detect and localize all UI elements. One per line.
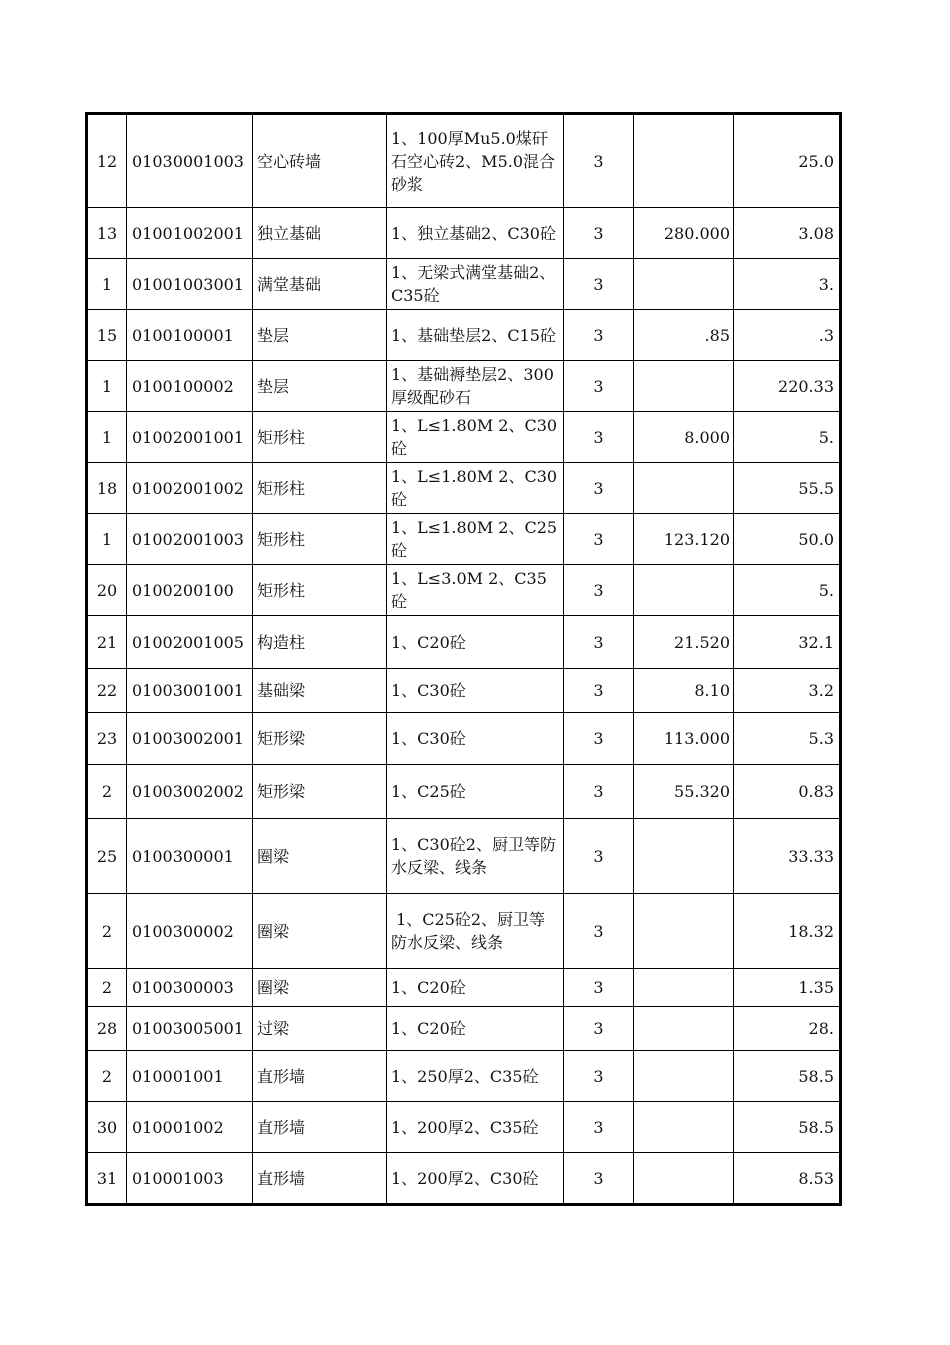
item-code: 01002001005 [127, 616, 253, 669]
quantity-cell [634, 565, 734, 616]
amount-cell: 28. [734, 1007, 841, 1051]
unit-cell: 3 [564, 894, 634, 969]
item-feature: 1、L≤1.80M 2、C30砼 [387, 463, 564, 514]
unit-cell: 3 [564, 1102, 634, 1153]
item-name: 垫层 [253, 310, 387, 361]
table-row [87, 361, 841, 412]
quantity-cell [634, 259, 734, 310]
item-name: 空心砖墙 [253, 114, 387, 208]
unit-cell: 3 [564, 765, 634, 819]
item-feature: 1、C25砼 [387, 765, 564, 819]
item-feature: 1、C20砼 [387, 1007, 564, 1051]
amount-cell: 32.1 [734, 616, 841, 669]
amount-cell: .3 [734, 310, 841, 361]
item-feature: 1、C25砼2、厨卫等防水反梁、线条 [387, 894, 564, 969]
row-number: 2 [87, 894, 127, 969]
row-number: 1 [87, 259, 127, 310]
amount-cell: 3.08 [734, 208, 841, 259]
item-name: 基础梁 [253, 669, 387, 713]
item-code: 01002001001 [127, 412, 253, 463]
item-name: 矩形柱 [253, 514, 387, 565]
row-number: 1 [87, 514, 127, 565]
quantity-cell: 8.10 [634, 669, 734, 713]
quantity-cell: 55.320 [634, 765, 734, 819]
item-feature: 1、250厚2、C35砼 [387, 1051, 564, 1102]
amount-cell: 5.3 [734, 713, 841, 765]
item-name: 独立基础 [253, 208, 387, 259]
amount-cell: 8.53 [734, 1153, 841, 1205]
table-row [87, 894, 841, 969]
item-code: 01003001001 [127, 669, 253, 713]
quantity-cell: 280.000 [634, 208, 734, 259]
quantity-cell [634, 1102, 734, 1153]
item-name: 垫层 [253, 361, 387, 412]
unit-cell: 3 [564, 310, 634, 361]
row-number: 18 [87, 463, 127, 514]
table-row [87, 669, 841, 713]
item-feature: 1、200厚2、C35砼 [387, 1102, 564, 1153]
item-code: 0100100002 [127, 361, 253, 412]
quantity-cell: 113.000 [634, 713, 734, 765]
table-row [87, 310, 841, 361]
item-name: 直形墙 [253, 1153, 387, 1205]
table-row [87, 114, 841, 208]
row-number: 1 [87, 361, 127, 412]
item-feature: 1、基础垫层2、C15砼 [387, 310, 564, 361]
quantity-cell [634, 819, 734, 894]
item-code: 0100200100 [127, 565, 253, 616]
row-number: 13 [87, 208, 127, 259]
row-number: 31 [87, 1153, 127, 1205]
row-number: 20 [87, 565, 127, 616]
amount-cell: 58.5 [734, 1102, 841, 1153]
item-code: 010001001 [127, 1051, 253, 1102]
row-number: 12 [87, 114, 127, 208]
quantity-cell [634, 1007, 734, 1051]
unit-cell: 3 [564, 208, 634, 259]
item-feature: 1、C30砼2、厨卫等防水反梁、线条 [387, 819, 564, 894]
item-feature: 1、C20砼 [387, 969, 564, 1007]
item-feature: 1、独立基础2、C30砼 [387, 208, 564, 259]
item-name: 矩形梁 [253, 765, 387, 819]
amount-cell: 5. [734, 565, 841, 616]
amount-cell: 25.0 [734, 114, 841, 208]
unit-cell: 3 [564, 669, 634, 713]
table-body [87, 114, 841, 1205]
table-row [87, 259, 841, 310]
item-name: 圈梁 [253, 819, 387, 894]
unit-cell: 3 [564, 1153, 634, 1205]
unit-cell: 3 [564, 819, 634, 894]
quantity-cell: .85 [634, 310, 734, 361]
item-code: 01001002001 [127, 208, 253, 259]
item-code: 010001003 [127, 1153, 253, 1205]
item-code: 0100300002 [127, 894, 253, 969]
unit-cell: 3 [564, 565, 634, 616]
item-name: 直形墙 [253, 1102, 387, 1153]
item-name: 圈梁 [253, 894, 387, 969]
unit-cell: 3 [564, 713, 634, 765]
quantity-cell [634, 463, 734, 514]
amount-cell: 50.0 [734, 514, 841, 565]
item-name: 过梁 [253, 1007, 387, 1051]
amount-cell: 33.33 [734, 819, 841, 894]
amount-cell: 1.35 [734, 969, 841, 1007]
quantity-cell [634, 361, 734, 412]
unit-cell: 3 [564, 412, 634, 463]
quantity-cell [634, 1051, 734, 1102]
row-number: 1 [87, 412, 127, 463]
row-number: 22 [87, 669, 127, 713]
table-row [87, 713, 841, 765]
item-feature: 1、L≤3.0M 2、C35砼 [387, 565, 564, 616]
bill-of-quantities-table [85, 112, 842, 1206]
item-name: 满堂基础 [253, 259, 387, 310]
table-row [87, 1051, 841, 1102]
unit-cell: 3 [564, 463, 634, 514]
unit-cell: 3 [564, 616, 634, 669]
item-code: 01002001002 [127, 463, 253, 514]
item-feature: 1、100厚Mu5.0煤矸石空心砖2、M5.0混合砂浆 [387, 114, 564, 208]
item-feature: 1、200厚2、C30砼 [387, 1153, 564, 1205]
unit-cell: 3 [564, 259, 634, 310]
item-name: 直形墙 [253, 1051, 387, 1102]
item-code: 010001002 [127, 1102, 253, 1153]
quantity-cell [634, 1153, 734, 1205]
item-name: 构造柱 [253, 616, 387, 669]
item-code: 01001003001 [127, 259, 253, 310]
row-number: 25 [87, 819, 127, 894]
quantity-cell: 8.000 [634, 412, 734, 463]
unit-cell: 3 [564, 1051, 634, 1102]
row-number: 15 [87, 310, 127, 361]
table-row [87, 514, 841, 565]
table-row [87, 1153, 841, 1205]
amount-cell: 18.32 [734, 894, 841, 969]
row-number: 2 [87, 969, 127, 1007]
table-row [87, 969, 841, 1007]
quantity-cell: 21.520 [634, 616, 734, 669]
amount-cell: 58.5 [734, 1051, 841, 1102]
amount-cell: 5. [734, 412, 841, 463]
item-code: 0100100001 [127, 310, 253, 361]
table-row [87, 765, 841, 819]
unit-cell: 3 [564, 969, 634, 1007]
unit-cell: 3 [564, 361, 634, 412]
table-row [87, 1102, 841, 1153]
item-name: 矩形柱 [253, 565, 387, 616]
item-name: 矩形柱 [253, 412, 387, 463]
row-number: 30 [87, 1102, 127, 1153]
item-code: 01002001003 [127, 514, 253, 565]
amount-cell: 55.5 [734, 463, 841, 514]
item-code: 01003005001 [127, 1007, 253, 1051]
amount-cell: 3. [734, 259, 841, 310]
item-name: 圈梁 [253, 969, 387, 1007]
item-code: 01003002002 [127, 765, 253, 819]
item-code: 0100300001 [127, 819, 253, 894]
quantity-cell [634, 114, 734, 208]
item-feature: 1、基础褥垫层2、300厚级配砂石 [387, 361, 564, 412]
quantity-cell [634, 969, 734, 1007]
table-row [87, 819, 841, 894]
item-code: 01003002001 [127, 713, 253, 765]
table-row [87, 412, 841, 463]
item-name: 矩形梁 [253, 713, 387, 765]
item-name: 矩形柱 [253, 463, 387, 514]
item-feature: 1、C30砼 [387, 713, 564, 765]
amount-cell: 220.33 [734, 361, 841, 412]
unit-cell: 3 [564, 514, 634, 565]
item-code: 01030001003 [127, 114, 253, 208]
row-number: 23 [87, 713, 127, 765]
amount-cell: 0.83 [734, 765, 841, 819]
row-number: 2 [87, 1051, 127, 1102]
row-number: 2 [87, 765, 127, 819]
row-number: 21 [87, 616, 127, 669]
item-feature: 1、C30砼 [387, 669, 564, 713]
table-row [87, 565, 841, 616]
item-feature: 1、C20砼 [387, 616, 564, 669]
unit-cell: 3 [564, 1007, 634, 1051]
unit-cell: 3 [564, 114, 634, 208]
table-row [87, 1007, 841, 1051]
row-number: 28 [87, 1007, 127, 1051]
item-feature: 1、L≤1.80M 2、C30砼 [387, 412, 564, 463]
table-row [87, 616, 841, 669]
quantity-cell: 123.120 [634, 514, 734, 565]
table-row [87, 463, 841, 514]
item-feature: 1、无梁式满堂基础2、C35砼 [387, 259, 564, 310]
amount-cell: 3.2 [734, 669, 841, 713]
item-feature: 1、L≤1.80M 2、C25砼 [387, 514, 564, 565]
table-row [87, 208, 841, 259]
quantity-cell [634, 894, 734, 969]
item-code: 0100300003 [127, 969, 253, 1007]
